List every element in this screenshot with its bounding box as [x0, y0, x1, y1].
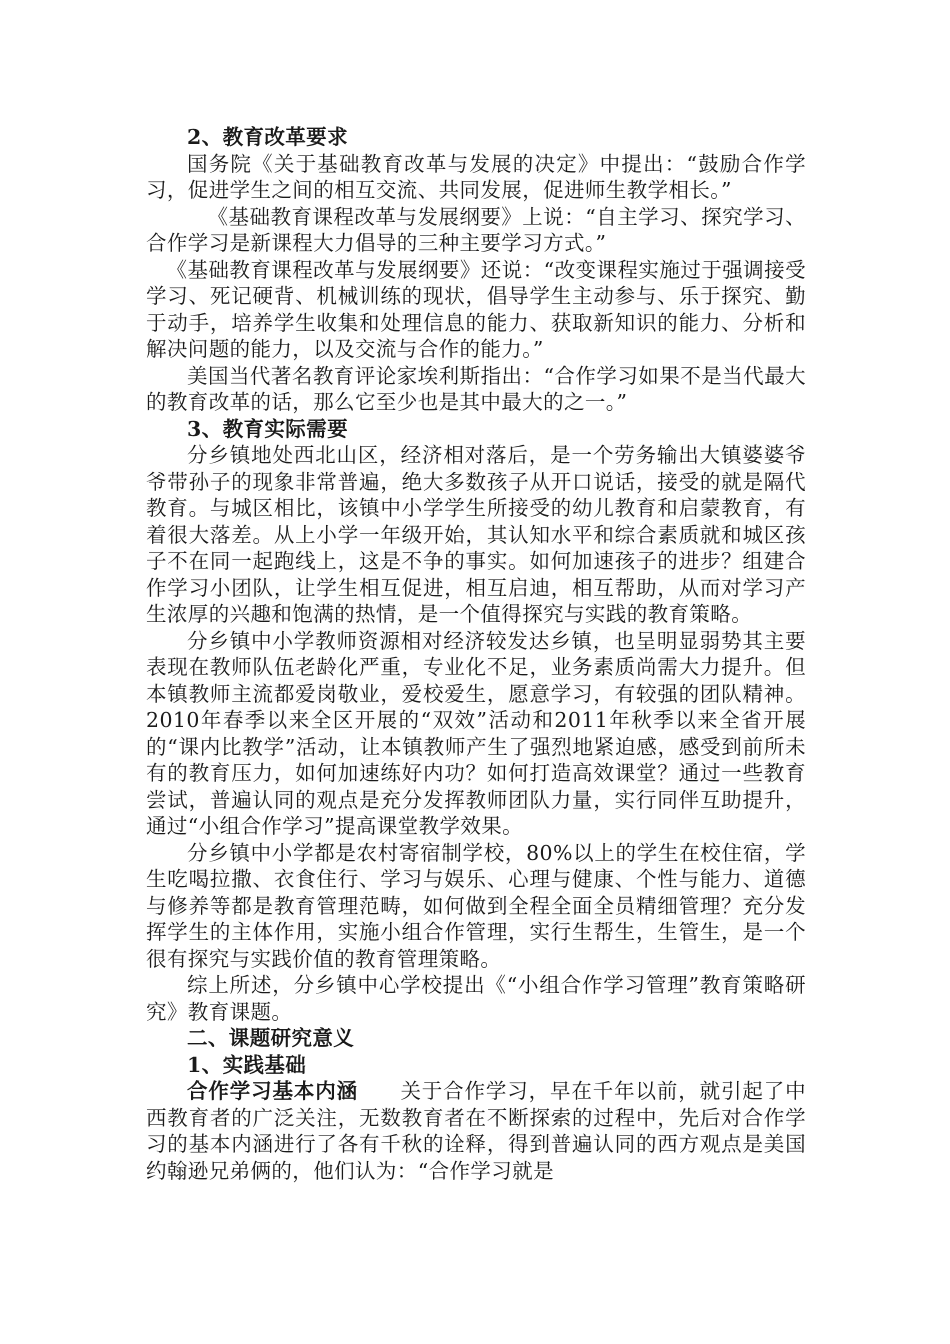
connotation-text: 关于合作学习，早在千年以前，就引起了中西教育者的广泛关注，无数教育者在不断探索的过程中，先后对合作学习的基本内涵进行了各有千秋的诠释，得到普遍认同的西方观点是美国约翰逊兄弟俩的，他们认为：“合作学习就是: [146, 1079, 806, 1183]
paragraph-state-council: 国务院《关于基础教育改革与发展的决定》中提出：“鼓励合作学习，促进学生之间的相互交流、共同发展，促进师生教学相长。”: [146, 151, 806, 202]
heading-research-significance: 二、课题研究意义: [187, 1026, 355, 1050]
paragraph-cooperative-connotation: [146, 1078, 806, 1184]
paragraph-teacher-resources: 分乡镇中小学教师资源相对经济较发达乡镇，也呈明显弱势其主要表现在教师队伍老龄化严重，专业化不足，业务素质尚需大力提升。但本镇教师主流都爱岗敬业，爱校爱生，愿意学习，有较强的团队精神。2010年春季以来全区开展的“双效”活动和2011年秋季以来全省开展的“课内比教学”活动，让本镇教师产生了强烈地紧迫感，感受到前所未有的教育压力，如何加速练好内功？如何打造高效课堂？通过一些教育尝试，普遍认同的观点是充分发挥教师团队力量，实行同伴互助提升，通过“小组合作学习”提高课堂教学效果。: [146, 628, 806, 838]
paragraph-boarding-schools: 分乡镇中小学都是农村寄宿制学校，80%以上的学生在校住宿，学生吃喝拉撒、衣食住行、学习与娱乐、心理与健康、个性与能力、道德与修养等都是教育管理范畴，如何做到全程全面全员精细管理？充分发挥学生的主体作用，实施小组合作管理，实行生帮生，生管生，是一个很有探究与实践价值的教育管理策略。: [146, 840, 806, 971]
heading-practical-needs: 3、教育实际需要: [187, 416, 348, 441]
paragraph-summary: 综上所述，分乡镇中心学校提出《“小组合作学习管理”教育策略研究》教育课题。: [146, 973, 806, 1024]
heading-reform-requirements: 2、教育改革要求: [187, 125, 348, 149]
paragraph-town-situation: 分乡镇地处西北山区，经济相对落后，是一个劳务输出大镇婆婆爷爷带孙子的现象非常普遍，绝大多数孩子从开口说话，接受的就是隔代教育。与城区相比，该镇中小学学生所接受的幼儿教育和启蒙教育，有着很大落差。从上小学一年级开始，其认知水平和综合素质就和城区孩子不在同一起跑线上，这是不争的事实。如何加速孩子的进步？组建合作学习小团队，让学生相互促进，相互启迪，相互帮助，从而对学习产生浓厚的兴趣和饱满的热情，是一个值得探究与实践的教育策略。: [146, 443, 806, 626]
connotation-label: 合作学习基本内涵: [187, 1079, 358, 1103]
heading-practice-basis: 1、实践基础: [187, 1052, 307, 1077]
paragraph-outline-quote-1: 《基础教育课程改革与发展纲要》上说：“自主学习、探究学习、合作学习是新课程大力倡导的三种主要学习方式。”: [146, 204, 806, 255]
paragraph-ellis-quote: 美国当代著名教育评论家埃利斯指出：“合作学习如果不是当代最大的教育改革的话，那么它至少也是其中最大的之一。”: [146, 363, 806, 414]
document-body: [146, 124, 806, 1184]
paragraph-outline-quote-2: 《基础教育课程改革与发展纲要》还说：“改变课程实施过于强调接受学习、死记硬背、机械训练的现状，倡导学生主动参与、乐于探究、勤于动手，培养学生收集和处理信息的能力、获取新知识的能力、分析和解决问题的能力，以及交流与合作的能力。”: [146, 257, 806, 361]
